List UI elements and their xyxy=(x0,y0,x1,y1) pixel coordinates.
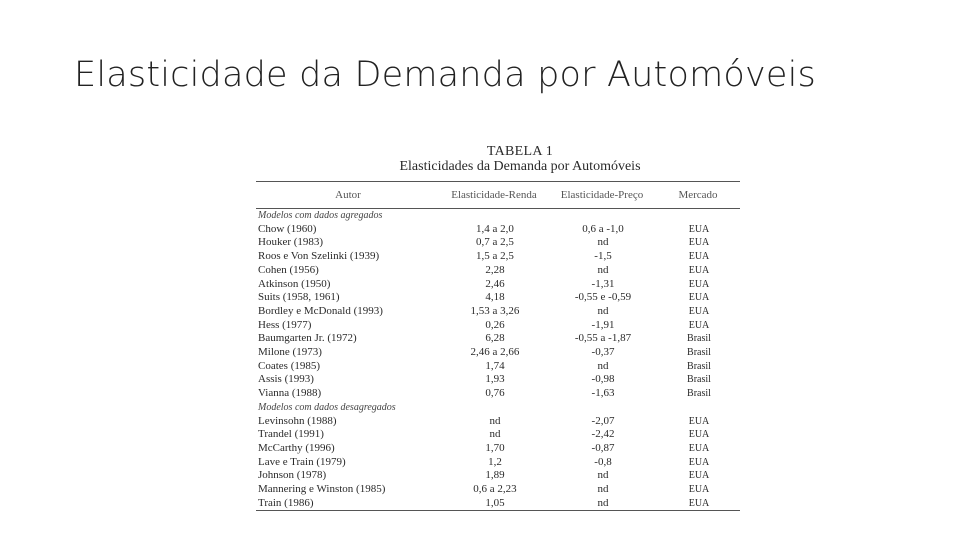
author-cell: Milone (1973) xyxy=(258,346,322,359)
author-cell: Train (1986) xyxy=(256,497,440,511)
income-elasticity-cell: 1,74 xyxy=(485,359,505,372)
market-cell: EUA xyxy=(688,484,710,496)
author-cell: Baumgarten Jr. (1972) xyxy=(258,332,357,345)
price-elasticity-cell: -2,07 xyxy=(591,414,615,427)
income-elasticity-cell: nd xyxy=(489,414,501,427)
table-subtitle: Elasticidades da Demanda por Automóveis xyxy=(399,159,641,174)
table-row xyxy=(256,250,740,264)
market-cell: EUA xyxy=(688,264,710,276)
income-elasticity-cell: 2,46 xyxy=(485,277,505,290)
author-cell: Vianna (1988) xyxy=(258,387,322,400)
author-cell: Levinsohn (1988) xyxy=(258,414,337,427)
table-group-row xyxy=(256,401,740,415)
market-cell: Brasil xyxy=(687,360,711,372)
market-cell: EUA xyxy=(656,497,740,511)
author-cell: Trandel (1991) xyxy=(258,428,324,441)
group-label: Modelos com dados desagregados xyxy=(258,401,396,413)
price-elasticity-cell: nd xyxy=(597,304,609,317)
income-elasticity-cell: 0,26 xyxy=(485,318,505,331)
table-row xyxy=(256,278,740,292)
author-cell: Hess (1977) xyxy=(258,318,312,331)
income-elasticity-cell: 0,6 a 2,23 xyxy=(473,483,517,496)
header-market: Mercado xyxy=(656,182,740,209)
author-cell: Bordley e McDonald (1993) xyxy=(258,304,383,317)
income-elasticity-cell: 1,05 xyxy=(440,497,548,511)
price-elasticity-cell: -0,55 a -1,87 xyxy=(574,332,632,345)
income-elasticity-cell: 2,28 xyxy=(485,263,505,276)
market-cell: EUA xyxy=(688,470,710,482)
table-row xyxy=(256,442,740,456)
author-cell: Roos e Von Szelinki (1939) xyxy=(258,250,380,263)
table-row xyxy=(256,223,740,237)
table-row xyxy=(256,264,740,278)
table-header-row xyxy=(256,182,740,209)
income-elasticity-cell: 1,2 xyxy=(488,455,502,468)
income-elasticity-cell: 1,93 xyxy=(485,373,505,386)
income-elasticity-cell: 4,18 xyxy=(485,291,505,304)
price-elasticity-cell: 0,6 a -1,0 xyxy=(582,222,624,235)
price-elasticity-cell: -1,91 xyxy=(591,318,615,331)
table-row xyxy=(256,469,740,483)
price-elasticity-cell: -2,42 xyxy=(591,428,615,441)
table-row xyxy=(256,319,740,333)
market-cell: Brasil xyxy=(687,333,711,345)
author-cell: Cohen (1956) xyxy=(258,263,319,276)
price-elasticity-cell: -0,87 xyxy=(591,441,615,454)
header-price-elasticity: Elasticidade-Preço xyxy=(548,182,656,209)
price-elasticity-cell: -0,98 xyxy=(591,373,615,386)
author-cell: Johnson (1978) xyxy=(258,469,327,482)
market-cell: EUA xyxy=(688,305,710,317)
market-cell: EUA xyxy=(688,442,710,454)
author-cell: Assis (1993) xyxy=(258,373,314,386)
header-income-elasticity: Elasticidade-Renda xyxy=(440,182,548,209)
table-caption: TABELA 1 xyxy=(486,144,554,159)
income-elasticity-cell: 1,53 a 3,26 xyxy=(470,304,520,317)
author-cell: McCarthy (1996) xyxy=(258,441,335,454)
table-figure xyxy=(256,144,740,511)
author-cell: Atkinson (1950) xyxy=(258,277,331,290)
price-elasticity-cell: -1,63 xyxy=(591,387,615,400)
market-cell: Brasil xyxy=(687,388,711,400)
table-row xyxy=(256,428,740,442)
market-cell: EUA xyxy=(688,319,710,331)
table-row xyxy=(256,373,740,387)
author-cell: Chow (1960) xyxy=(258,222,317,235)
income-elasticity-cell: 1,5 a 2,5 xyxy=(476,250,514,263)
table-row xyxy=(256,291,740,305)
table-row xyxy=(256,415,740,429)
author-cell: Lave e Train (1979) xyxy=(258,455,346,468)
income-elasticity-cell: 1,4 a 2,0 xyxy=(476,222,514,235)
author-cell: Coates (1985) xyxy=(258,359,321,372)
market-cell: Brasil xyxy=(687,374,711,386)
market-cell: EUA xyxy=(688,237,710,249)
slide-title: Elasticidade da Demanda por Automóveis xyxy=(74,55,816,95)
price-elasticity-cell: nd xyxy=(597,469,609,482)
market-cell: EUA xyxy=(688,292,710,304)
income-elasticity-cell: 2,46 a 2,66 xyxy=(470,346,520,359)
table-group-row xyxy=(256,209,740,223)
price-elasticity-cell: -0,8 xyxy=(594,455,612,468)
price-elasticity-cell: nd xyxy=(597,263,609,276)
income-elasticity-cell: 6,28 xyxy=(485,332,505,345)
elasticity-table xyxy=(256,181,740,511)
table-row xyxy=(256,497,740,511)
author-cell: Houker (1983) xyxy=(258,236,324,249)
income-elasticity-cell: 1,70 xyxy=(485,441,505,454)
table-row xyxy=(256,387,740,401)
table-row xyxy=(256,346,740,360)
price-elasticity-cell: -0,37 xyxy=(591,346,615,359)
market-cell: Brasil xyxy=(687,347,711,359)
author-cell: Mannering e Winston (1985) xyxy=(258,483,386,496)
table-body xyxy=(256,209,740,511)
price-elasticity-cell: nd xyxy=(597,359,609,372)
group-label: Modelos com dados agregados xyxy=(258,210,383,221)
income-elasticity-cell: 0,76 xyxy=(485,387,505,400)
price-elasticity-cell: -1,5 xyxy=(594,250,612,263)
market-cell: EUA xyxy=(688,429,710,441)
author-cell: Suits (1958, 1961) xyxy=(258,291,340,304)
table-row xyxy=(256,456,740,470)
market-cell: EUA xyxy=(688,456,710,468)
table-row xyxy=(256,332,740,346)
price-elasticity-cell: nd xyxy=(597,483,609,496)
table-row xyxy=(256,305,740,319)
income-elasticity-cell: nd xyxy=(489,428,501,441)
price-elasticity-cell: -1,31 xyxy=(591,277,615,290)
market-cell: EUA xyxy=(688,415,710,427)
table-row xyxy=(256,236,740,250)
table-row xyxy=(256,360,740,374)
market-cell: EUA xyxy=(688,278,710,290)
income-elasticity-cell: 1,89 xyxy=(485,469,505,482)
price-elasticity-cell: -0,55 e -0,59 xyxy=(574,291,632,304)
market-cell: EUA xyxy=(688,223,710,235)
price-elasticity-cell: nd xyxy=(597,236,609,249)
table-row xyxy=(256,483,740,497)
income-elasticity-cell: 0,7 a 2,5 xyxy=(476,236,514,249)
header-author: Autor xyxy=(256,182,440,209)
market-cell: EUA xyxy=(688,251,710,263)
price-elasticity-cell: nd xyxy=(548,497,656,511)
